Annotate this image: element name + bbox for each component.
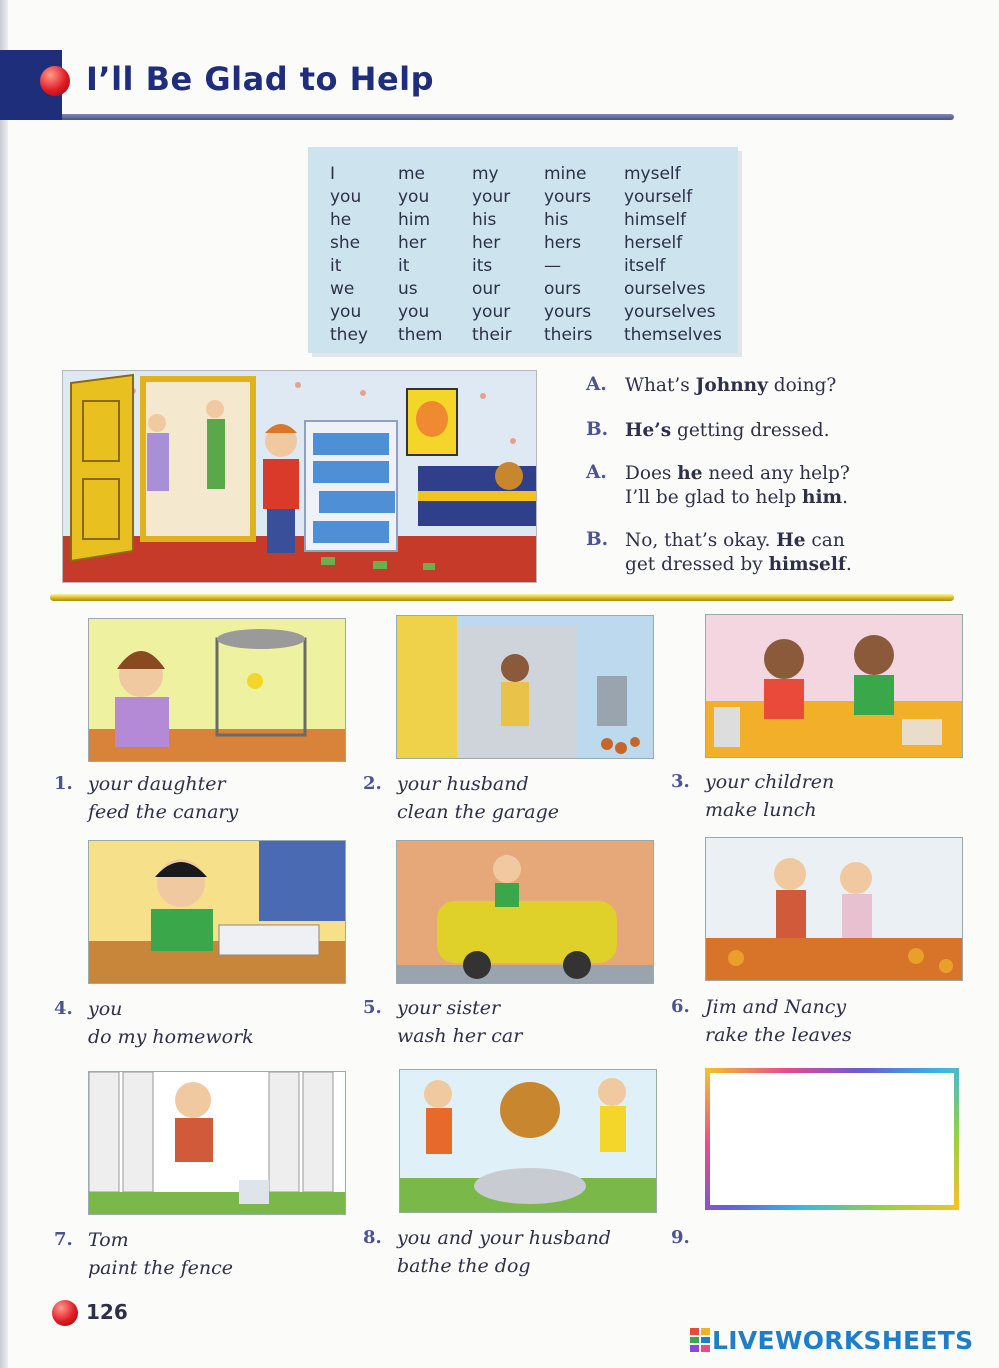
exercise-number: 9.	[671, 1227, 690, 1248]
exercise-subject: your husband	[397, 773, 529, 795]
exercise-number: 5.	[363, 997, 382, 1018]
dialog-fragment: .	[842, 487, 848, 508]
exercise-subject: Tom	[88, 1229, 129, 1251]
exercise-number: 1.	[54, 773, 73, 794]
exercise-number: 3.	[671, 771, 690, 792]
dialog-fragment: getting dressed.	[671, 420, 830, 441]
dialog-fragment: get dressed by	[625, 554, 769, 575]
page-edge	[0, 0, 8, 1368]
pronoun-cell: we	[330, 279, 355, 299]
dialog-keyword: himself	[768, 554, 846, 575]
pronoun-cell: themselves	[624, 325, 722, 345]
exercise-prompt	[88, 770, 238, 826]
pronoun-cell: theirs	[544, 325, 593, 345]
pronoun-cell: they	[330, 325, 368, 345]
dialog-keyword: Johnny	[695, 375, 768, 396]
pronoun-cell: their	[472, 325, 512, 345]
speaker-label: A.	[586, 374, 607, 395]
pronoun-cell: hers	[544, 233, 582, 253]
exercise-subject: your children	[705, 771, 835, 793]
exercise-5-illustration	[396, 840, 654, 984]
pronoun-table	[308, 147, 738, 353]
speaker-label: A.	[586, 462, 607, 483]
pronoun-cell: his	[544, 210, 569, 230]
exercise-task: feed the canary	[88, 801, 239, 823]
pronoun-cell: your	[472, 187, 511, 207]
dialog-text	[625, 462, 850, 510]
exercise-prompt	[397, 770, 559, 826]
pronoun-cell: her	[398, 233, 427, 253]
exercise-task: clean the garage	[397, 801, 560, 823]
pronoun-column-subject	[330, 163, 368, 347]
pronoun-cell: himself	[624, 210, 687, 230]
exercise-6-illustration	[705, 837, 963, 981]
exercise-task: paint the fence	[88, 1257, 234, 1279]
exercise-subject: your sister	[397, 997, 501, 1019]
dialog-fragment: can	[805, 530, 845, 551]
exercise-3-illustration	[705, 614, 963, 758]
exercise-prompt	[397, 1224, 611, 1280]
pronoun-column-possessive	[544, 163, 592, 347]
exercise-prompt	[88, 995, 254, 1051]
dialog-fragment: What’s	[625, 375, 696, 396]
pronoun-cell: mine	[544, 164, 587, 184]
exercise-subject: you	[88, 998, 123, 1020]
dialog-fragment: I’ll be glad to help	[625, 487, 803, 508]
pronoun-cell: my	[472, 164, 499, 184]
exercise-task: do my homework	[88, 1026, 254, 1048]
exercise-number: 7.	[54, 1229, 73, 1250]
exercise-2-illustration	[396, 615, 654, 759]
section-divider	[50, 594, 954, 601]
dialog-keyword: him	[802, 487, 843, 508]
pronoun-cell: he	[330, 210, 352, 230]
pronoun-cell: yourself	[624, 187, 693, 207]
speaker-label: B.	[586, 529, 609, 550]
dialog-fragment: doing?	[767, 375, 837, 396]
exercise-9-blank-frame	[705, 1068, 959, 1210]
liveworksheets-logo-icon	[690, 1328, 710, 1352]
pronoun-cell: I	[330, 164, 336, 184]
exercise-8-illustration	[399, 1069, 657, 1213]
pronoun-cell: you	[330, 187, 362, 207]
title-rule	[62, 114, 954, 120]
title-bullet-icon	[40, 66, 70, 96]
pronoun-cell: herself	[624, 233, 683, 253]
dialog-fragment: .	[845, 554, 852, 575]
pronoun-cell: yourselves	[624, 302, 716, 322]
pronoun-cell: —	[544, 256, 561, 276]
dialog-fragment: No, that’s okay.	[625, 530, 777, 551]
exercise-task: rake the leaves	[705, 1024, 852, 1046]
exercise-number: 4.	[54, 998, 73, 1019]
page-bullet-icon	[52, 1300, 78, 1326]
exercise-task: bathe the dog	[397, 1255, 531, 1277]
pronoun-cell: her	[472, 233, 501, 253]
pronoun-cell: its	[472, 256, 493, 276]
pronoun-cell: yours	[544, 187, 592, 207]
exercise-task: wash her car	[397, 1025, 523, 1047]
pronoun-cell: him	[398, 210, 431, 230]
exercise-prompt	[705, 768, 834, 824]
pronoun-column-object	[398, 163, 442, 347]
speaker-label: B.	[586, 419, 609, 440]
dialog-fragment: need any help?	[702, 463, 850, 484]
dialog-text	[625, 419, 830, 443]
pronoun-cell: it	[398, 256, 410, 276]
exercise-subject: you and your husband	[397, 1227, 611, 1249]
dialog-keyword: he	[677, 463, 703, 484]
pronoun-cell: ours	[544, 279, 582, 299]
exercise-subject: Jim and Nancy	[705, 996, 847, 1018]
dialog-fragment: Does	[625, 463, 678, 484]
exercise-1-illustration	[88, 618, 346, 762]
pronoun-cell: it	[330, 256, 342, 276]
exercise-4-illustration	[88, 840, 346, 984]
pronoun-cell: ourselves	[624, 279, 706, 299]
dialog-text	[625, 374, 836, 398]
page-title: I’ll Be Glad to Help	[86, 60, 435, 98]
exercise-prompt	[88, 1226, 233, 1282]
exercise-prompt	[397, 994, 522, 1050]
dialog-text	[625, 529, 852, 577]
dialog-keyword: He	[776, 530, 806, 551]
pronoun-cell: yours	[544, 302, 592, 322]
footer-brand: LIVEWORKSHEETS	[712, 1326, 974, 1355]
pronoun-cell: his	[472, 210, 497, 230]
dialog-keyword: He’s	[625, 420, 672, 441]
exercise-number: 6.	[671, 996, 690, 1017]
exercise-task: make lunch	[705, 799, 817, 821]
pronoun-cell: our	[472, 279, 501, 299]
pronoun-cell: your	[472, 302, 511, 322]
exercise-subject: your daughter	[88, 773, 226, 795]
pronoun-cell: you	[398, 302, 430, 322]
pronoun-cell: she	[330, 233, 361, 253]
pronoun-cell: you	[330, 302, 362, 322]
pronoun-column-possessive-adj	[472, 163, 512, 347]
exercise-number: 8.	[363, 1227, 382, 1248]
pronoun-cell: me	[398, 164, 426, 184]
pronoun-column-reflexive	[624, 163, 722, 347]
pronoun-cell: itself	[624, 256, 666, 276]
pronoun-cell: you	[398, 187, 430, 207]
page-number: 126	[86, 1300, 128, 1324]
exercise-prompt	[705, 993, 852, 1049]
bedroom-scene-illustration	[62, 370, 537, 583]
pronoun-cell: them	[398, 325, 443, 345]
exercise-number: 2.	[363, 773, 382, 794]
pronoun-cell: us	[398, 279, 418, 299]
exercise-7-illustration	[88, 1071, 346, 1215]
pronoun-cell: myself	[624, 164, 681, 184]
